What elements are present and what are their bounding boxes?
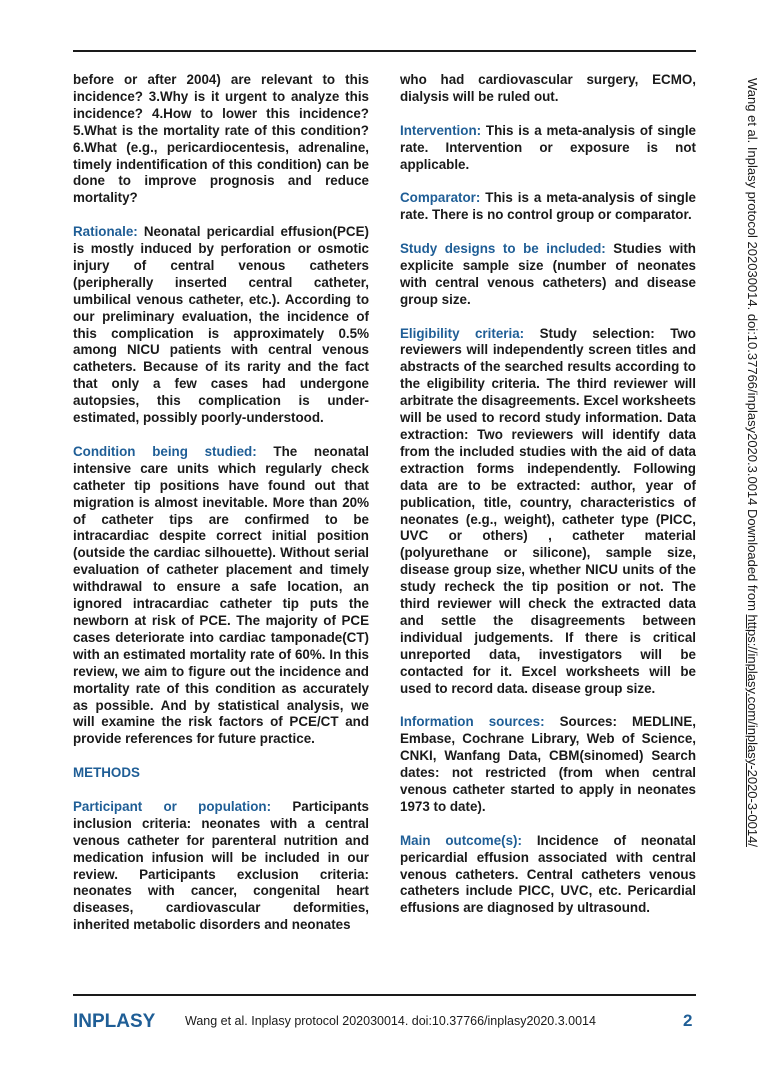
methods-heading: METHODS [73,765,140,781]
header-rule [73,50,696,52]
information-sources-section [400,714,696,815]
right-column [400,72,696,934]
participant-label: Participant or population: [73,798,272,814]
rationale-section [73,224,369,427]
objectives-continued: before or after 2004) are relevant to this incidence? 3.Why is it urgent to analyze this incidence? 4.How to lower this incidence? 5.What is the mortality rate of this condition? 6.What (e.g., pericardiocentesis, adrenaline, timely indentification of this condition) can be done to improve prognosis and reduce mortality? [73,72,369,206]
rationale-label: Rationale: [73,224,138,240]
footer-citation: Wang et al. Inplasy protocol 202030014. doi:10.37766/inplasy2020.3.0014 [185,1014,596,1028]
participant-section [73,799,369,934]
intervention-section [400,123,696,174]
download-sidebar [745,78,760,847]
comparator-text: This is a meta-analysis of single rate. There is no control group or comparator. [400,190,696,223]
information-sources-text: Sources: MEDLINE, Embase, Cochrane Library, Web of Science, CNKI, Wanfang Data, CBM(sinomed) Search dates: not restricted (from when central venous catheter started to apply in neonates 1973 to date). [400,714,696,814]
eligibility-label: Eligibility criteria: [400,325,525,341]
main-outcome-label: Main outcome(s): [400,832,522,848]
study-designs-section [400,241,696,309]
sidebar-download-link[interactable]: https://inplasy.com/inplasy-2020-3-0014/ [745,614,760,847]
information-sources-label: Information sources: [400,714,545,730]
exclusion-continued: who had cardiovascular surgery, ECMO, dialysis will be ruled out. [400,72,696,104]
condition-section [73,444,369,748]
main-outcome-text: Incidence of neonatal pericardial effusion associated with central venous catheters. Central catheters venous catheters include PICC, UVC, etc. Pericardial effusions are diagnosed by ultrasound. [400,832,696,916]
eligibility-text: Study selection: Two reviewers will independently screen titles and abstracts of the searched results according to the eligibility criteria. The third reviewer will arbitrate the disagreements. Excel worksheets will be used to record study information. Data extraction: Two reviewers will identify data from the included studies with the aid of data extraction forms independently. Following data are to be extracted: author, year of publication, title, country, characteristics of neonates (e.g., weight), catheter type (PICC, UVC or others) , catheter material (polyurethane or silicone), sample size, disease group size, whether NICU units of the study recheck the tip position or not. The third reviewer will check the extracted data and settle the disagreements between individual judgements. If there is critical unreported data, investigators will be contacted for it. Excel worksheets will be used to record data. disease group size. [400,325,696,696]
intervention-label: Intervention: [400,122,482,138]
footer-rule [73,994,696,996]
study-designs-label: Study designs to be included: [400,241,606,257]
participant-text: Participants inclusion criteria: neonates with a central venous catheter for parenteral nutrition and medication infusion will be included in our review. Participants exclusion criteria: neonates with cancer, congenital heart diseases, cardiovascular deformities, inherited metabolic disorders and neonates [73,798,370,933]
condition-label: Condition being studied: [73,443,257,459]
sidebar-citation: Wang et al. Inplasy protocol 202030014. doi:10.37766/inplasy2020.3.0014 Downloaded from [745,78,760,615]
comparator-section [400,190,696,224]
left-column [73,72,369,951]
main-outcome-section [400,833,696,918]
footer-brand-logo: INPLASY [73,1011,156,1032]
comparator-label: Comparator: [400,190,481,206]
intervention-text: This is a meta-analysis of single rate. Intervention or exposure is not applicable. [400,122,696,172]
condition-text: The neonatal intensive care units which regularly check catheter tip positions have found out that migration is almost inevitable. More than 20% of catheter tips are confirmed to be intracardiac despite correct initial position (outside the cardiac silhouette). Without serial evaluation of catheter placement and timely withdrawal to ensure a safe location, an ignored intracardiac catheter tip puts the newborn at risk of PCE. The majority of PCE cases deteriorate into cardiac tamponade(CT) with an estimated mortality rate of 60%. In this review, we aim to figure out the incidence and mortality rate of this condition as accurately as possible. And by statistical analysis, we will examine the risk factors of PCE/CT and provide references for future practice. [73,443,369,747]
rationale-text: Neonatal pericardial effusion(PCE) is mostly induced by perforation or osmotic injury of central venous catheters (peripherally inserted central catheter, umbilical venous catheter, etc.). According to our preliminary evaluation, the incidence of this complication is approximately 0.5% among NICU patients with central venous catheters. Because of its rarity and the fact that only a few cases had undergone autopsies, this complication is under-estimated, possibly poorly-understood. [73,224,369,426]
study-designs-text: Studies with explicite sample size (number of neonates with central venous catheters) and disease group size. [400,241,696,307]
eligibility-section [400,326,696,698]
page-number: 2 [683,1011,693,1030]
